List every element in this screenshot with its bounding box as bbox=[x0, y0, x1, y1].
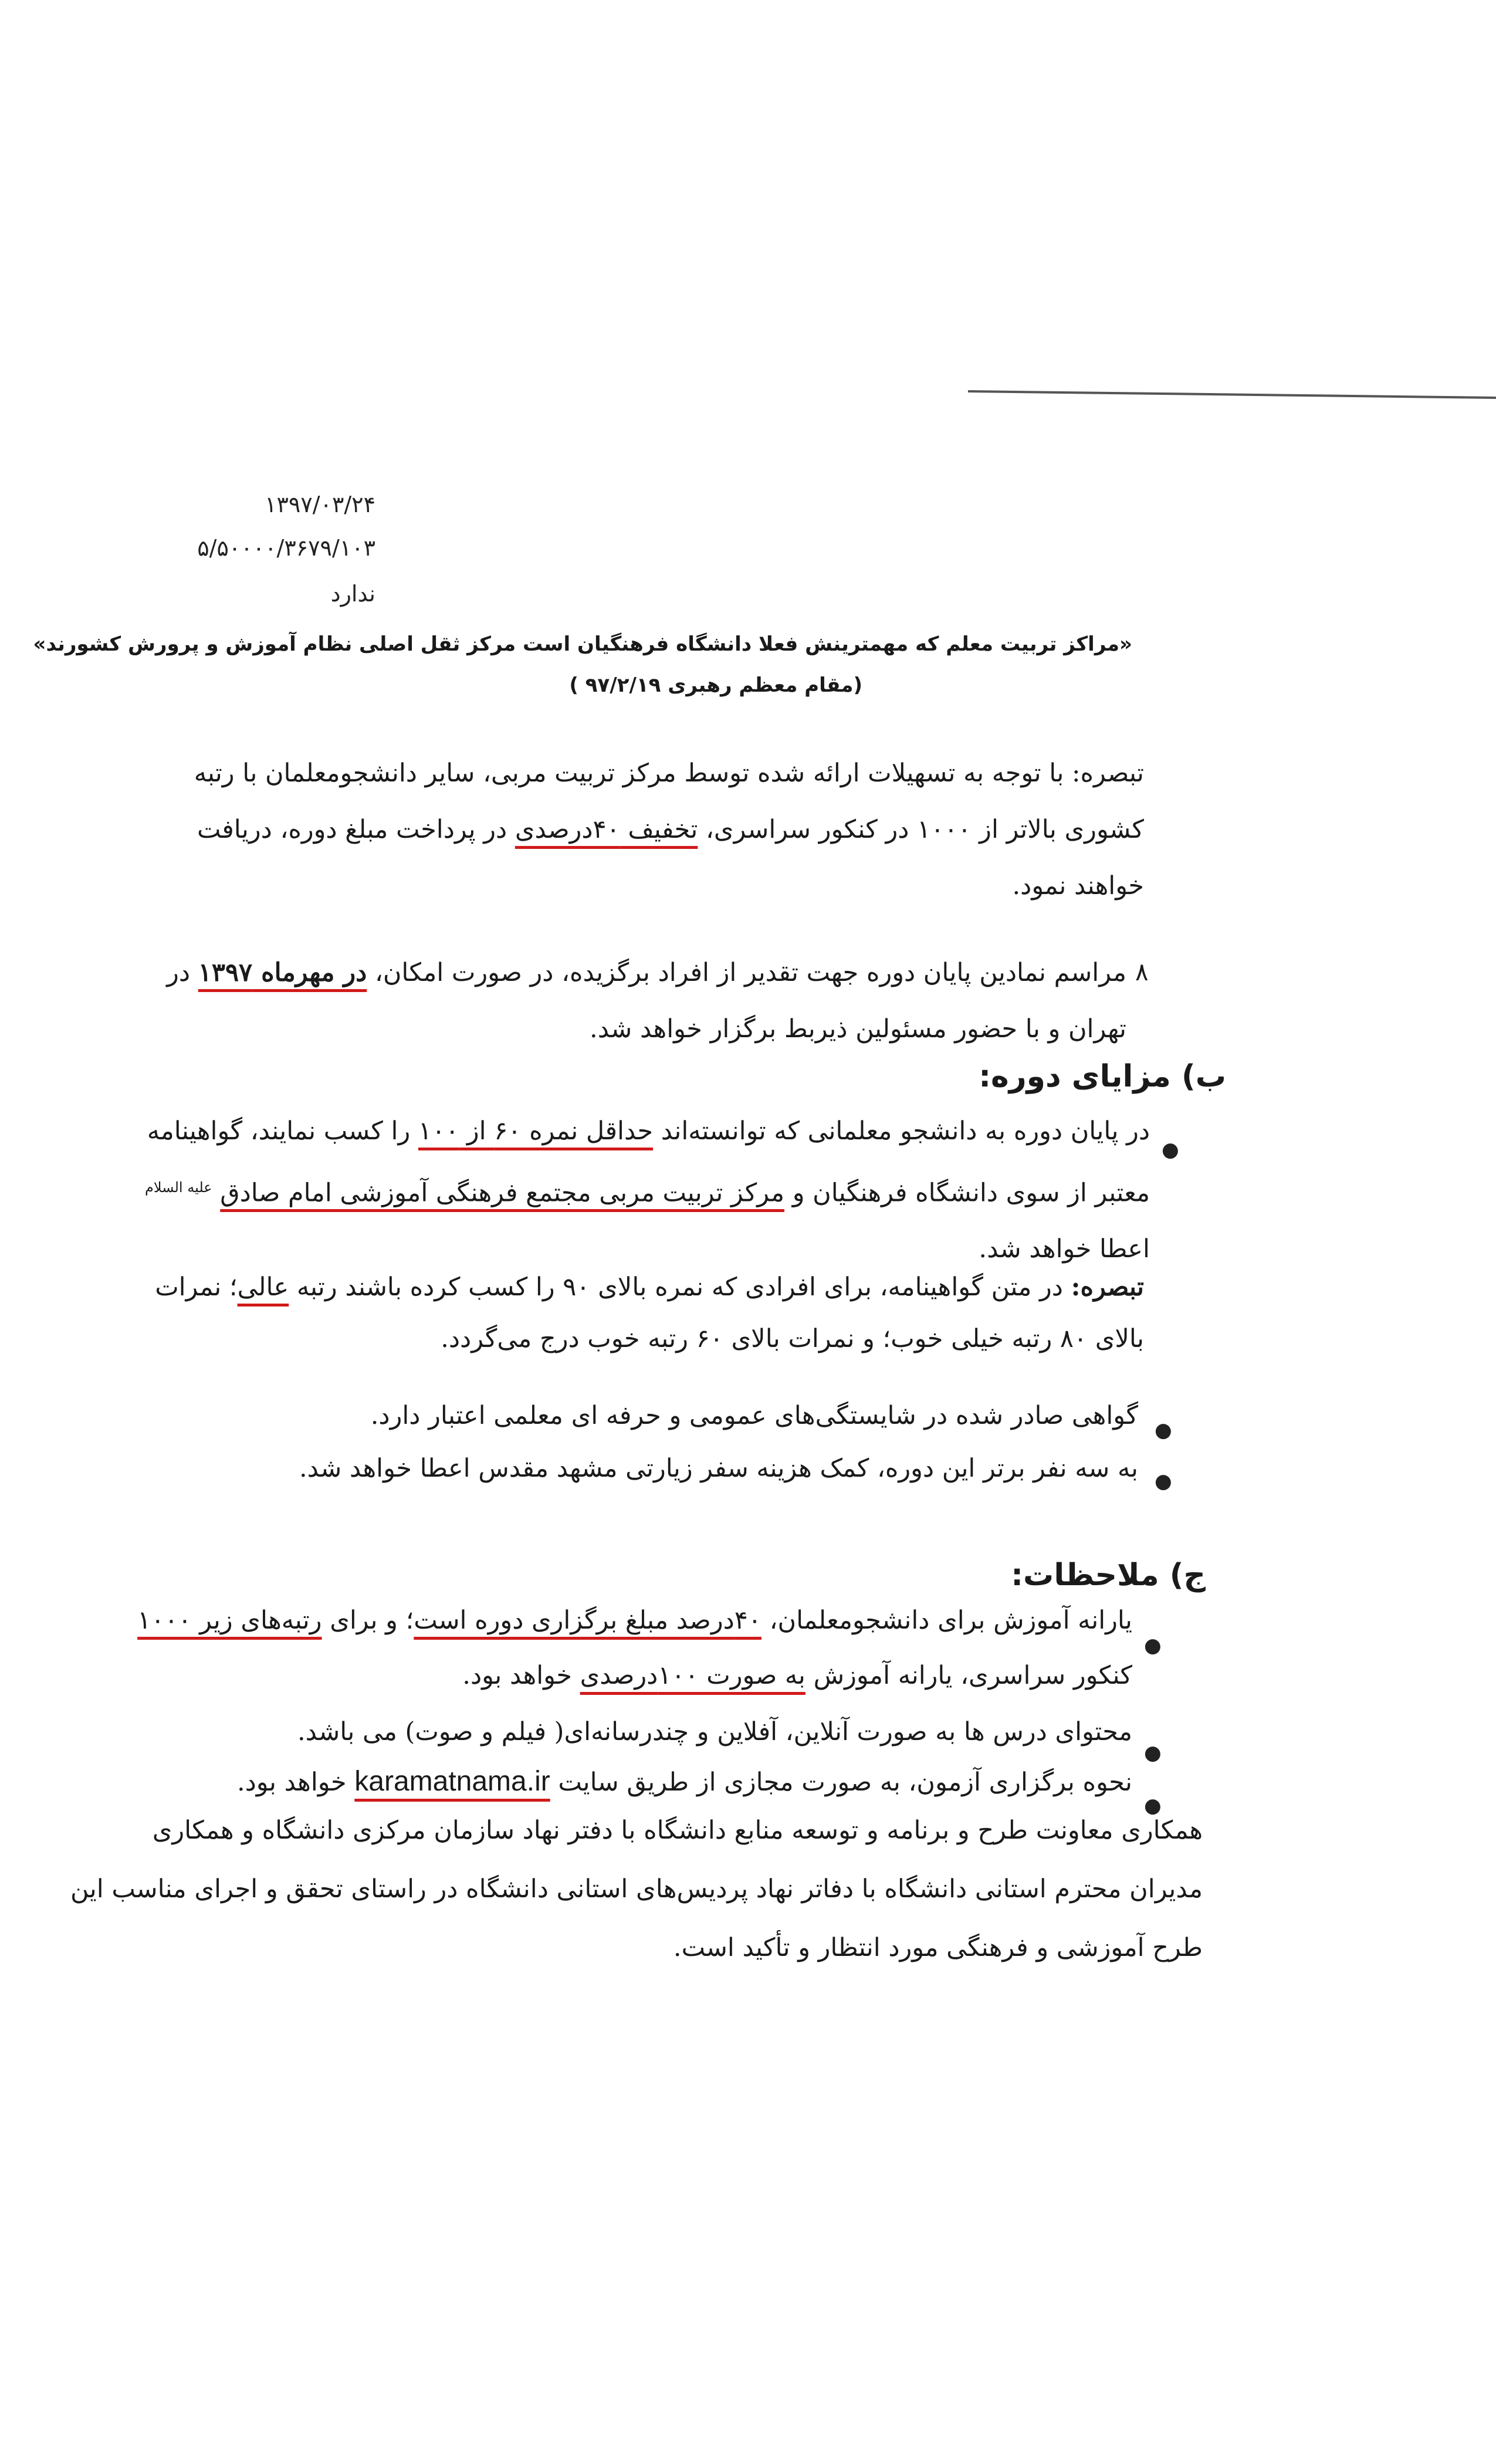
benefit-3: به سه نفر برتر این دوره، کمک هزینه سفر زیارتی مشهد مقدس اعطا خواهد شد. bbox=[299, 1454, 1138, 1483]
benefit-note-line-2: بالای ۸۰ رتبه خیلی خوب؛ و نمرات بالای ۶۰ رتبه خوب درج می‌گردد. bbox=[441, 1324, 1144, 1353]
page-top-rule bbox=[968, 390, 1496, 399]
closing-line-2: مدیران محترم استانی دانشگاه با دفاتر نهاد پردیس‌های استانی دانشگاه در راستای تحقق و اجرای مناسب این bbox=[70, 1874, 1203, 1904]
benefit1-line-3: اعطا خواهد شد. bbox=[979, 1234, 1150, 1264]
benefit-note-text-cont: ؛ نمرات bbox=[155, 1272, 238, 1302]
closing-paragraph bbox=[70, 1801, 1203, 1977]
subsidy-highlight: ۴۰درصد مبلغ برگزاری دوره است bbox=[414, 1606, 761, 1635]
closing-line-3: طرح آموزشی و فرهنگی مورد انتظار و تأکید است. bbox=[673, 1933, 1203, 1962]
letter-number: ۵/۵۰۰۰۰/۳۶۷۹/۱۰۳ bbox=[197, 535, 375, 561]
closing-line-1: همکاری معاونت طرح و برنامه و توسعه منابع دانشگاه با دفتر نهاد سازمان مرکزی دانشگاه و همکاری bbox=[152, 1816, 1203, 1845]
remark3-text: نحوه برگزاری آزمون، به صورت مجازی از طریق سایت bbox=[558, 1768, 1132, 1797]
benefit1-text: در پایان دوره به دانشجو معلمانی که توانسته‌اند bbox=[661, 1116, 1150, 1146]
note1-line-1: تبصره: با توجه به تسهیلات ارائه شده توسط مرکز تربیت مربی، سایر دانشجومعلمان با رتبه bbox=[194, 759, 1144, 788]
remark1-text-3: خواهد بود. bbox=[462, 1661, 572, 1690]
bullet-icon: ● bbox=[1155, 1470, 1172, 1493]
item8-text-cont: در bbox=[167, 958, 191, 987]
remark1-text-2: کنکور سراسری، یارانه آموزش bbox=[813, 1661, 1132, 1690]
note1-text: کشوری بالاتر از ۱۰۰۰ در کنکور سراسری، bbox=[706, 815, 1144, 844]
note-paragraph-1 bbox=[194, 745, 1144, 914]
benefit1-text-cont: را کسب نمایند، گواهینامه bbox=[147, 1116, 411, 1146]
note-label: تبصره: bbox=[1071, 1272, 1144, 1302]
note1-text-cont: در پرداخت مبلغ دوره، دریافت bbox=[197, 815, 507, 844]
note1-line-3: خواهند نمود. bbox=[1012, 871, 1144, 901]
item8-line-1 bbox=[167, 945, 1126, 1001]
benefit1-line-1 bbox=[147, 1103, 1150, 1159]
benefit-note-text: در متن گواهینامه، برای افرادی که نمره بالای ۹۰ را کسب کرده باشند رتبه bbox=[296, 1272, 1063, 1302]
item-8-paragraph bbox=[167, 945, 1126, 1057]
bullet-icon: ● bbox=[1144, 1634, 1162, 1657]
benefit-note bbox=[155, 1261, 1144, 1365]
letter-attachment: ندارد bbox=[330, 581, 375, 607]
leader-quote: «مراکز تربیت معلم که مهمترینش فعلا دانشگاه فرهنگیان است مرکز ثقل اصلی نظام آموزش و پرورش کشورند» bbox=[33, 632, 1132, 656]
ceremony-date-highlight: در مهرماه ۱۳۹۷ bbox=[198, 958, 367, 987]
bullet-icon: ● bbox=[1144, 1794, 1162, 1817]
remark1-line-1 bbox=[137, 1593, 1132, 1648]
bullet-icon: ● bbox=[1155, 1419, 1172, 1442]
issuer-highlight: مرکز تربیت مربی مجتمع فرهنگی آموزشی امام صادق bbox=[220, 1178, 785, 1208]
remark1-line-2 bbox=[199, 1648, 1132, 1703]
item-number-8: ۸ bbox=[1135, 957, 1149, 986]
benefit-2: گواهی صادر شده در شایستگی‌های عمومی و حرفه ای معلمی اعتبار دارد. bbox=[370, 1401, 1138, 1430]
quote-source: (مقام معظم رهبری ۹۷/۲/۱۹ ) bbox=[569, 673, 862, 697]
benefit-1 bbox=[145, 1103, 1150, 1277]
full-subsidy-highlight: به صورت ۱۰۰درصدی bbox=[580, 1661, 805, 1690]
remark1-text: یارانه آموزش برای دانشجومعلمان، bbox=[769, 1606, 1132, 1635]
section-b-heading: ب) مزایای دوره: bbox=[979, 1059, 1226, 1094]
section-c-heading: ج) ملاحظات: bbox=[1011, 1558, 1206, 1593]
discount-highlight: تخفیف ۴۰درصدی bbox=[515, 815, 698, 844]
benefit1-line-2 bbox=[145, 1159, 1150, 1221]
rank-highlight: رتبه‌های زیر ۱۰۰۰ bbox=[137, 1606, 322, 1635]
remark3-text-cont: خواهد بود. bbox=[236, 1768, 347, 1797]
min-score-highlight: حداقل نمره ۶۰ از ۱۰۰ bbox=[418, 1116, 654, 1146]
remark-2: محتوای درس ها به صورت آنلاین، آفلاین و چندرسانه‌ای( فیلم و صوت) می باشد. bbox=[297, 1717, 1132, 1747]
benefit-note-line-1 bbox=[155, 1261, 1144, 1313]
item8-text: مراسم نمادین پایان دوره جهت تقدیر از افراد برگزیده، در صورت امکان، bbox=[374, 958, 1126, 987]
remark1-text-cont: ؛ و برای bbox=[330, 1606, 414, 1635]
honorific: علیه السلام bbox=[145, 1179, 212, 1196]
note1-line-2 bbox=[197, 801, 1144, 858]
grade-highlight: عالی bbox=[237, 1272, 289, 1302]
benefit1-text-2: معتبر از سوی دانشگاه فرهنگیان و bbox=[792, 1178, 1150, 1208]
remark-1 bbox=[137, 1593, 1132, 1703]
exam-site-link[interactable]: karamatnama.ir bbox=[354, 1766, 550, 1797]
item8-line-2: تهران و با حضور مسئولین ذیربط برگزار خواهد شد. bbox=[590, 1014, 1126, 1044]
bullet-icon: ● bbox=[1144, 1741, 1162, 1765]
letter-date: ۱۳۹۷/۰۳/۲۴ bbox=[265, 492, 375, 517]
bullet-icon: ● bbox=[1162, 1138, 1179, 1162]
